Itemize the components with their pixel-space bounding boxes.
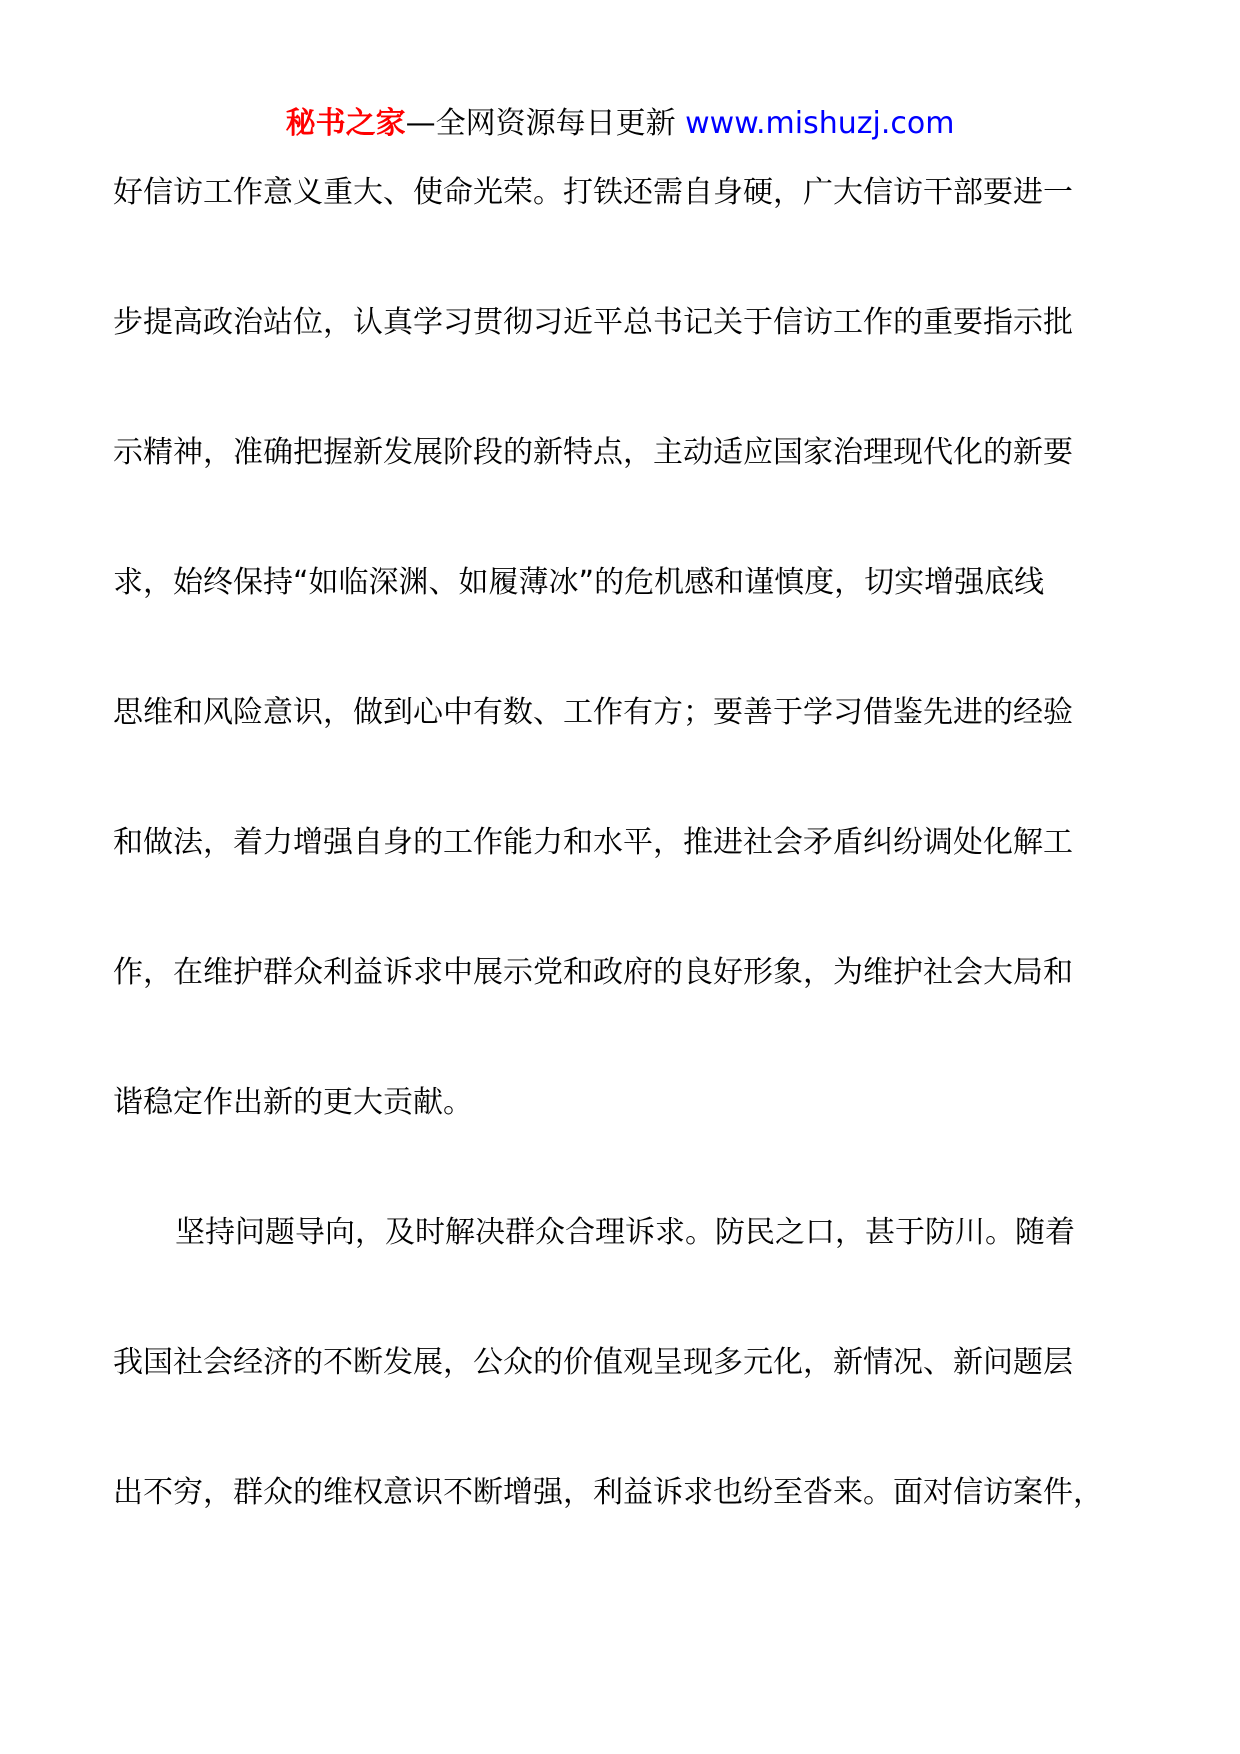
document-body xyxy=(113,163,1133,1593)
header-brand: 秘书之家 xyxy=(285,106,406,141)
paragraph-first-line: 坚持问题导向，及时解决群众合理诉求。防民之口，甚于防川。随着 xyxy=(175,1215,1075,1250)
body-line: 好信访工作意义重大、使命光荣。打铁还需自身硬，广大信访干部要进一 xyxy=(113,175,1073,210)
body-line: 步提高政治站位，认真学习贯彻习近平总书记关于信访工作的重要指示批 xyxy=(113,305,1073,340)
page-header xyxy=(0,100,1240,148)
body-line: 示精神，准确把握新发展阶段的新特点，主动适应国家治理现代化的新要 xyxy=(113,435,1073,470)
header-tagline: —全网资源每日更新 xyxy=(405,106,686,141)
body-line: 我国社会经济的不断发展，公众的价值观呈现多元化，新情况、新问题层 xyxy=(113,1345,1073,1380)
body-line: 和做法，着力增强自身的工作能力和水平，推进社会矛盾纠纷调处化解工 xyxy=(113,825,1073,860)
body-line: 求，始终保持“如临深渊、如履薄冰”的危机感和谨慎度，切实增强底线 xyxy=(113,565,1045,600)
body-line: 出不穷，群众的维权意识不断增强，利益诉求也纷至沓来。面对信访案件， xyxy=(113,1475,1103,1510)
body-line: 作，在维护群众利益诉求中展示党和政府的良好形象，为维护社会大局和 xyxy=(113,955,1073,990)
body-line: 思维和风险意识，做到心中有数、工作有方；要善于学习借鉴先进的经验 xyxy=(113,695,1073,730)
header-url[interactable]: www.mishuzj.com xyxy=(685,106,955,141)
body-line: 谐稳定作出新的更大贡献。 xyxy=(113,1085,473,1120)
